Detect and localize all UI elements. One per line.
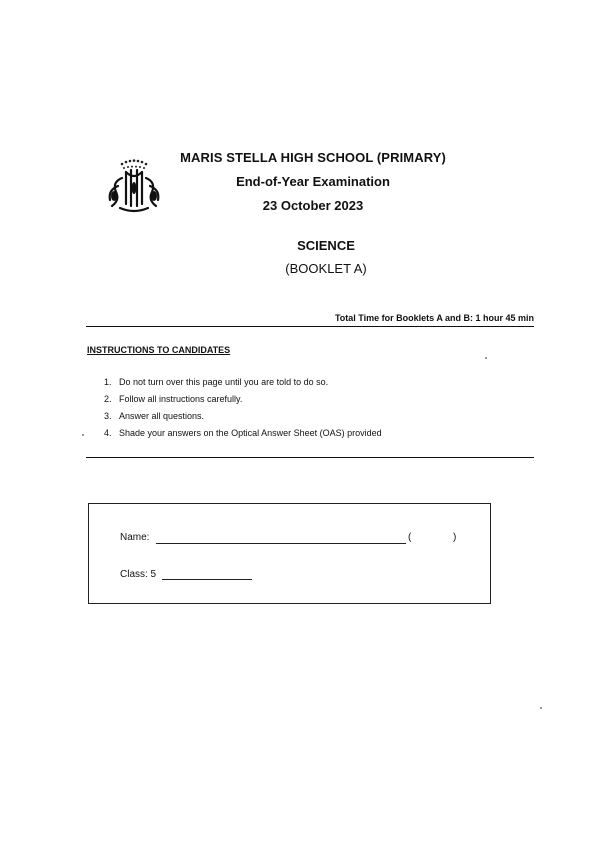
scan-speck <box>82 434 84 436</box>
register-number-close: ) <box>453 532 457 543</box>
class-label: Class: 5 <box>120 569 157 580</box>
exam-date: 23 October 2023 <box>262 198 364 213</box>
name-label: Name: <box>120 532 150 543</box>
school-name: MARIS STELLA HIGH SCHOOL (PRIMARY) <box>180 150 446 165</box>
name-field[interactable] <box>156 543 406 544</box>
subject-title: SCIENCE <box>297 238 355 253</box>
scan-speck <box>485 357 487 359</box>
divider-bottom <box>86 457 534 458</box>
divider-top <box>86 326 534 327</box>
total-time: Total Time for Booklets A and B: 1 hour 45 min <box>334 313 534 323</box>
candidate-info-box <box>88 503 491 604</box>
instructions-list <box>104 374 382 442</box>
instruction-item: 3. Answer all questions. <box>104 411 205 421</box>
class-field[interactable] <box>162 579 252 580</box>
exam-title: End-of-Year Examination <box>236 174 390 189</box>
instructions-heading: INSTRUCTIONS TO CANDIDATES <box>87 345 231 355</box>
instruction-item: 4. Shade your answers on the Optical Answer Sheet (OAS) provided <box>104 428 382 438</box>
scan-speck <box>540 707 542 709</box>
booklet-label: (BOOKLET A) <box>285 261 367 276</box>
register-number-open: ( <box>408 532 412 543</box>
instruction-item: 2. Follow all instructions carefully. <box>104 394 243 404</box>
instruction-item: 1. Do not turn over this page until you are told to do so. <box>104 377 329 387</box>
